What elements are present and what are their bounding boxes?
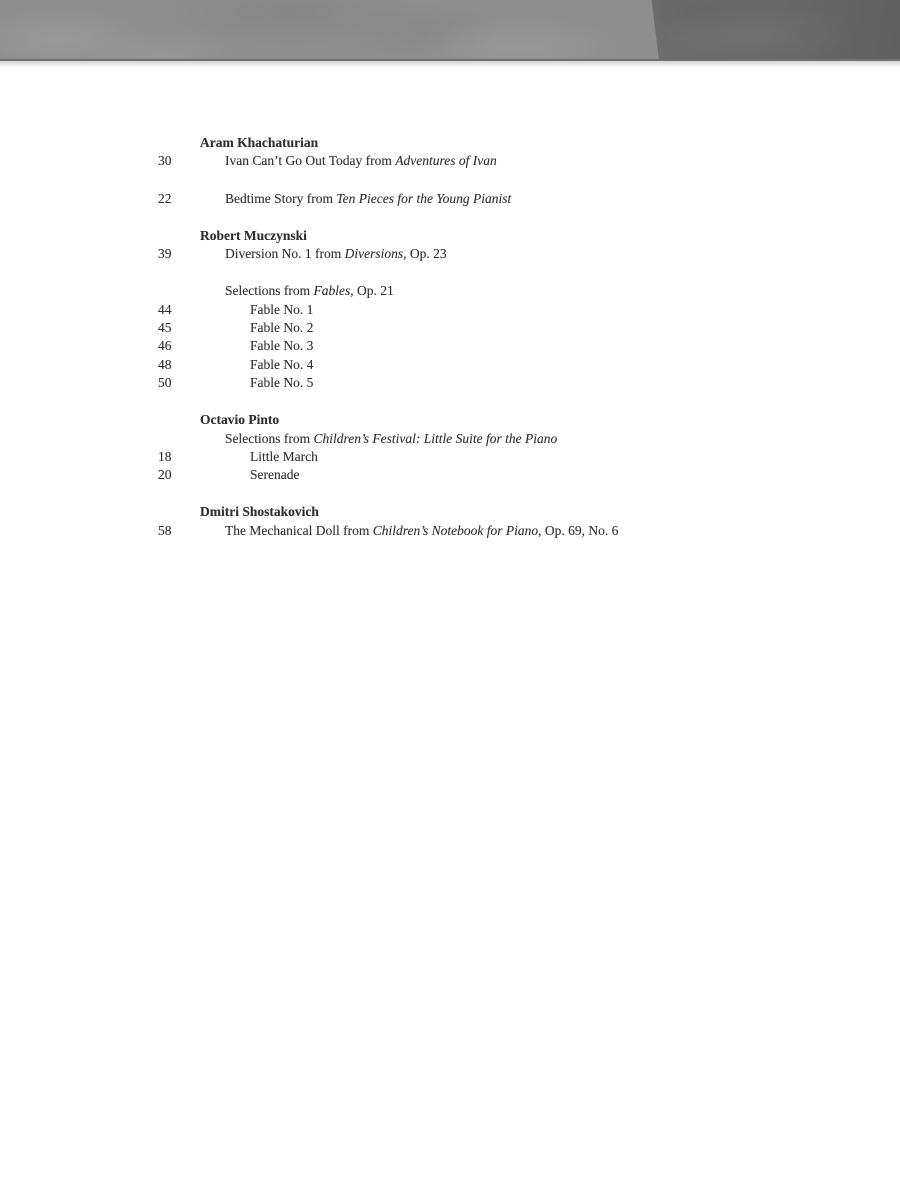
toc-row: [158, 411, 848, 429]
title-text-part: Robert Muczynski: [200, 227, 307, 243]
toc-row: [158, 503, 848, 521]
toc-row: [158, 134, 848, 152]
header-banner: [0, 0, 900, 61]
page-number: 22: [158, 190, 172, 206]
title-text-part: , Op. 69, No. 6: [538, 522, 619, 538]
title-italic-part: Adventures of Ivan: [395, 153, 497, 169]
title-text-part: Selections from: [225, 283, 314, 299]
toc-gap: [158, 484, 848, 503]
page-number: 46: [158, 338, 172, 354]
composer-name: [200, 227, 848, 245]
toc-row: [158, 522, 848, 540]
header-banner-edge: [0, 61, 900, 68]
title-text-part: Fable No. 5: [250, 374, 314, 390]
piece-title: [250, 337, 848, 355]
page-number: 20: [158, 467, 172, 483]
composer-name: [200, 411, 848, 429]
piece-title: [250, 466, 848, 484]
toc-row: [158, 356, 848, 374]
title-text-part: The Mechanical Doll from: [225, 522, 373, 538]
piece-title: [250, 356, 848, 374]
page-number: 39: [158, 246, 172, 262]
composer-name: [200, 503, 848, 521]
title-text-part: Little March: [250, 448, 318, 464]
title-text-part: Aram Khachaturian: [200, 135, 319, 150]
piece-title: [225, 522, 848, 540]
title-text-part: Fable No. 2: [250, 320, 314, 336]
title-text-part: , Op. 21: [350, 283, 394, 299]
toc-row: [158, 374, 848, 392]
piece-title: [225, 245, 848, 263]
title-italic-part: Fables: [313, 283, 351, 299]
toc-row: [158, 245, 848, 263]
piece-title: [225, 152, 848, 170]
toc-row: [158, 337, 848, 355]
page-number: 45: [158, 320, 172, 336]
toc-gap: [158, 263, 848, 282]
title-text-part: Dmitri Shostakovich: [200, 504, 319, 520]
title-italic-part: Ten Pieces for the Young Pianist: [336, 190, 512, 206]
toc-gap: [158, 208, 848, 227]
title-italic-part: Children’s Notebook for Piano: [372, 522, 539, 538]
piece-title: [250, 374, 848, 392]
piece-title: [250, 319, 848, 337]
title-text-part: Bedtime Story from: [225, 190, 337, 206]
page-number: 48: [158, 356, 172, 372]
toc-gap: [158, 171, 848, 190]
title-text-part: , Op. 23: [403, 246, 447, 262]
toc-row: [158, 152, 848, 170]
title-text-part: Fable No. 3: [250, 338, 314, 354]
collection-heading: [225, 430, 848, 448]
toc-row: [158, 466, 848, 484]
title-text-part: Serenade: [250, 467, 300, 483]
title-text-part: Ivan Can’t Go Out Today from: [225, 153, 396, 169]
toc-row: [158, 190, 848, 208]
piece-title: [250, 301, 848, 319]
page-number: 18: [158, 448, 172, 464]
header-banner-dark-corner: [0, 0, 900, 59]
page-number: 58: [158, 522, 172, 538]
toc-row: [158, 227, 848, 245]
toc-gap: [158, 392, 848, 411]
piece-title: [250, 448, 848, 466]
toc-row: [158, 301, 848, 319]
toc-row: [158, 282, 848, 300]
title-text-part: Selections from: [225, 430, 314, 446]
composer-name: [200, 134, 848, 152]
title-italic-part: Diversions: [344, 246, 404, 262]
title-italic-part: Children’s Festival: Little Suite for the Piano: [313, 430, 558, 446]
toc-row: [158, 430, 848, 448]
page-number: 30: [158, 153, 172, 169]
page-number: 44: [158, 301, 172, 317]
table-of-contents: [158, 134, 848, 540]
toc-row: [158, 319, 848, 337]
title-text-part: Fable No. 1: [250, 301, 314, 317]
toc-row: [158, 448, 848, 466]
collection-heading: [225, 282, 848, 300]
title-text-part: Octavio Pinto: [200, 412, 280, 428]
piece-title: [225, 190, 848, 208]
title-text-part: Diversion No. 1 from: [225, 246, 345, 262]
page-number: 50: [158, 374, 172, 390]
title-text-part: Fable No. 4: [250, 356, 314, 372]
